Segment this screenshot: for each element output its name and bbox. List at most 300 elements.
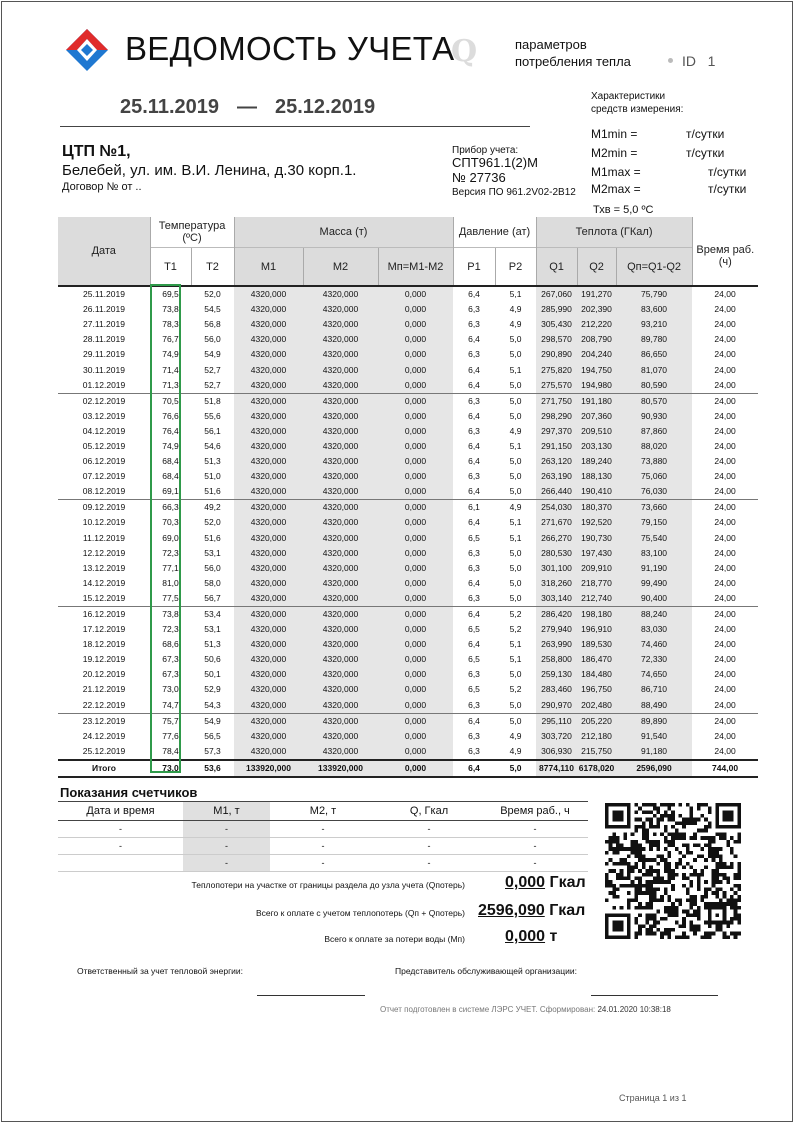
- cell-mp: 0,000: [378, 317, 453, 332]
- cell-mp: 0,000: [378, 729, 453, 744]
- cell-date: 29.11.2019: [83, 349, 125, 360]
- cell-q2: 180,370: [577, 500, 616, 516]
- m1max-unit: т/сутки: [708, 165, 747, 179]
- cell-p1: 6,3: [468, 669, 480, 680]
- cell-worktime: 24,00: [714, 486, 736, 497]
- cell-qp: 88,020: [616, 439, 692, 454]
- cell-t2: 54,3: [204, 699, 221, 710]
- cell-t2: 54,6: [204, 440, 221, 451]
- cell-date: 28.11.2019: [83, 334, 125, 345]
- total-p1: 6,4: [453, 760, 495, 777]
- cell-q1: 266,270: [536, 531, 577, 546]
- cell-mp: 0,000: [378, 469, 453, 484]
- cell-t2: 52,0: [204, 289, 221, 300]
- cell-t1: 76,7: [162, 334, 179, 345]
- cell-mp: 0,000: [378, 682, 453, 697]
- cell-mp: 0,000: [378, 484, 453, 500]
- cell-mp: 0,000: [378, 606, 453, 622]
- header-m2: M2: [303, 248, 378, 287]
- cell-t1: 74,7: [162, 699, 179, 710]
- cell-m2: 4320,000: [303, 531, 378, 546]
- cell-mp: 0,000: [378, 591, 453, 607]
- cell-q2: 209,910: [577, 561, 616, 576]
- subtitle-line2: потребления тепла: [515, 54, 631, 69]
- cell-worktime: 24,00: [692, 606, 758, 622]
- cell-q1: 267,060: [536, 286, 577, 302]
- cell-q2: 208,790: [577, 332, 616, 347]
- cell-q2: 196,910: [577, 622, 616, 637]
- cell-worktime: 24,00: [714, 577, 736, 588]
- cell-p2: 4,9: [509, 425, 522, 436]
- cell-date: 04.12.2019: [82, 425, 126, 436]
- cell-p2: 5,0: [509, 379, 522, 390]
- cell-t2: 49,2: [191, 500, 234, 516]
- site-address: Белебей, ул. им. В.И. Ленина, д.30 корп.1.: [62, 162, 357, 179]
- cell-q2: 184,480: [577, 667, 616, 682]
- cell-q2: 202,390: [577, 302, 616, 317]
- cell-t2: 55,6: [204, 410, 221, 421]
- cell-p2: 5,1: [509, 289, 522, 300]
- report-id: ID 1: [682, 53, 716, 69]
- cell-mp: 0,000: [378, 637, 453, 652]
- table-row: [58, 439, 758, 454]
- site-name: ЦТП №1,: [62, 143, 131, 160]
- cell-worktime: 24,00: [692, 500, 758, 516]
- cell-p2: 5,0: [509, 410, 522, 421]
- cell-m1: 4320,000: [234, 515, 303, 530]
- cell-mp: 0,000: [378, 531, 453, 546]
- cell-date: 07.12.2019: [82, 471, 126, 482]
- cell-q1: 271,750: [536, 393, 577, 409]
- cell-worktime: 24,00: [714, 456, 736, 467]
- counters-cell: -: [270, 821, 376, 838]
- cell-t2: 52,7: [204, 379, 221, 390]
- cell-date: 20.12.2019: [82, 669, 126, 680]
- counters-header-row: [58, 802, 588, 821]
- cell-t1: 69,0: [162, 532, 179, 543]
- cell-t1: 71,4: [162, 364, 179, 375]
- cell-qp: 72,330: [616, 652, 692, 667]
- cell-qp: 81,070: [616, 362, 692, 377]
- cell-m1: 4320,000: [234, 439, 303, 454]
- cell-t1: 67,3: [162, 654, 179, 665]
- cell-qp: 83,600: [616, 302, 692, 317]
- cell-q1: 280,530: [536, 546, 577, 561]
- cell-p1: 6,3: [453, 393, 495, 409]
- cell-mp: 0,000: [378, 561, 453, 576]
- cell-date: 09.12.2019: [58, 500, 150, 516]
- header-qp: Qп=Q1-Q2: [616, 248, 692, 287]
- cell-t1: 73,8: [162, 304, 179, 315]
- cell-m2: 4320,000: [303, 744, 378, 760]
- cell-q2: 209,510: [577, 424, 616, 439]
- cell-t2: 52,9: [204, 684, 221, 695]
- cell-q2: 196,750: [577, 682, 616, 697]
- cell-t1: 69,1: [162, 486, 179, 497]
- cell-mp: 0,000: [378, 546, 453, 561]
- device-number: № 27736: [452, 170, 506, 185]
- counters-cell: -: [482, 821, 588, 838]
- table-row: [58, 484, 758, 500]
- cell-worktime: 24,00: [714, 379, 736, 390]
- m2min-unit: т/сутки: [686, 146, 725, 160]
- cell-q1: 263,990: [536, 637, 577, 652]
- cell-date: 02.12.2019: [58, 393, 150, 409]
- diamond-logo-icon: [64, 27, 110, 73]
- cell-q1: 263,120: [536, 454, 577, 469]
- qr-code-icon: [605, 803, 741, 939]
- representative-label: Представитель обслуживающей организации:: [395, 966, 578, 976]
- cell-m1: 4320,000: [234, 332, 303, 347]
- cell-q2: 218,770: [577, 576, 616, 591]
- cell-q1: 275,820: [536, 362, 577, 377]
- header-temperature: Температура (ºС): [150, 217, 234, 248]
- cell-m2: 4320,000: [303, 729, 378, 744]
- cell-q2: 207,360: [577, 409, 616, 424]
- cell-t1: 75,7: [150, 713, 191, 729]
- cell-q2: 190,730: [577, 531, 616, 546]
- cell-p1: 6,4: [468, 517, 480, 528]
- cell-t2: 54,9: [191, 713, 234, 729]
- table-row: [58, 531, 758, 546]
- header-p1: P1: [453, 248, 495, 287]
- cell-m2: 4320,000: [303, 546, 378, 561]
- cell-p1: 6,3: [468, 319, 480, 330]
- cell-q1: 298,290: [536, 409, 577, 424]
- m2max-unit: т/сутки: [708, 182, 747, 196]
- cell-m2: 4320,000: [303, 591, 378, 607]
- cell-date: 11.12.2019: [83, 532, 125, 543]
- cell-qp: 80,570: [616, 393, 692, 409]
- cell-qp: 76,030: [616, 484, 692, 500]
- cell-m2: 4320,000: [303, 439, 378, 454]
- cell-t1: 70,5: [150, 393, 191, 409]
- cell-q2: 204,240: [577, 347, 616, 362]
- cell-m2: 4320,000: [303, 606, 378, 622]
- cell-t2: 54,5: [204, 304, 221, 315]
- table-row: [58, 546, 758, 561]
- cell-t1: 68,4: [162, 471, 179, 482]
- cell-q1: 259,130: [536, 667, 577, 682]
- cell-mp: 0,000: [378, 439, 453, 454]
- report-title: ВЕДОМОСТЬ УЧЕТА: [125, 30, 455, 67]
- cell-t2: 56,0: [204, 562, 221, 573]
- cell-p2: 5,1: [509, 364, 522, 375]
- cell-m1: 4320,000: [234, 713, 303, 729]
- table-row: [58, 317, 758, 332]
- cell-t2: 53,4: [191, 606, 234, 622]
- subtitle-line1: параметров: [515, 37, 587, 52]
- cell-p2: 5,0: [509, 486, 522, 497]
- cell-mp: 0,000: [378, 454, 453, 469]
- cell-q1: 285,990: [536, 302, 577, 317]
- cell-m1: 4320,000: [234, 729, 303, 744]
- table-row: [58, 409, 758, 424]
- table-row: [58, 286, 758, 302]
- device-version: Версия ПО 961.2V02-2В12: [452, 187, 576, 198]
- cell-p1: 6,3: [468, 471, 480, 482]
- cell-date: 22.12.2019: [82, 699, 126, 710]
- pay-heat-value: 2596,090 Гкал: [478, 902, 586, 919]
- cell-qp: 90,930: [616, 409, 692, 424]
- table-row: [58, 362, 758, 377]
- total-m2: 133920,000: [303, 760, 378, 777]
- cell-q2: 203,130: [577, 439, 616, 454]
- cell-qp: 75,540: [616, 531, 692, 546]
- cell-q2: 186,470: [577, 652, 616, 667]
- cell-m1: 4320,000: [234, 744, 303, 760]
- cell-m2: 4320,000: [303, 561, 378, 576]
- cell-t2: 51,3: [204, 639, 221, 650]
- cell-q1: 298,570: [536, 332, 577, 347]
- cell-mp: 0,000: [378, 698, 453, 714]
- cell-worktime: 24,00: [714, 684, 736, 695]
- cell-qp: 75,060: [616, 469, 692, 484]
- cell-p1: 6,4: [468, 456, 480, 467]
- cell-m1: 4320,000: [234, 561, 303, 576]
- cell-qp: 86,710: [616, 682, 692, 697]
- table-row: [58, 591, 758, 607]
- cell-date: 25.11.2019: [83, 289, 125, 300]
- cell-t1: 74,9: [162, 440, 179, 451]
- cell-qp: 83,030: [616, 622, 692, 637]
- cell-p2: 5,0: [509, 334, 522, 345]
- total-q2: 6178,020: [577, 760, 616, 777]
- cell-m1: 4320,000: [234, 378, 303, 394]
- cell-p2: 5,0: [509, 456, 522, 467]
- counters-table: [58, 801, 588, 872]
- cell-date: 10.12.2019: [82, 517, 126, 528]
- table-row: [58, 744, 758, 760]
- counters-header: M1, т: [183, 802, 270, 821]
- cell-t2: 51,6: [204, 486, 221, 497]
- table-row: [58, 682, 758, 697]
- cell-p2: 5,1: [509, 440, 522, 451]
- table-row: [58, 576, 758, 591]
- counters-cell: -: [270, 855, 376, 872]
- cell-p2: 5,1: [509, 532, 522, 543]
- counters-cell: -: [58, 838, 183, 855]
- cell-worktime: 24,00: [714, 349, 736, 360]
- cell-p2: 5,0: [495, 393, 536, 409]
- cell-q2: 215,750: [577, 744, 616, 760]
- cell-mp: 0,000: [378, 713, 453, 729]
- cell-q2: 197,430: [577, 546, 616, 561]
- cell-t1: 68,4: [162, 456, 179, 467]
- table-body: [58, 286, 758, 760]
- cell-p1: 6,3: [468, 592, 480, 603]
- cell-m2: 4320,000: [303, 576, 378, 591]
- cell-date: 30.11.2019: [83, 364, 125, 375]
- cell-m1: 4320,000: [234, 469, 303, 484]
- cell-q2: 212,180: [577, 729, 616, 744]
- cell-p1: 6,1: [453, 500, 495, 516]
- cell-t1: 68,6: [162, 639, 179, 650]
- cell-date: 08.12.2019: [82, 486, 126, 497]
- cell-t2: 51,0: [204, 471, 221, 482]
- header-pressure: Давление (ат): [453, 217, 536, 248]
- q-mark: Q: [451, 34, 478, 69]
- report-subtitle: [515, 36, 631, 70]
- counters-row: [58, 838, 588, 855]
- total-t1: 73,0: [150, 760, 191, 777]
- counters-cell: -: [482, 855, 588, 872]
- total-mp: 0,000: [378, 760, 453, 777]
- cell-p2: 5,0: [495, 713, 536, 729]
- table-row: [58, 347, 758, 362]
- cell-m1: 4320,000: [234, 484, 303, 500]
- cell-q2: 205,220: [577, 713, 616, 729]
- cell-t1: 74,9: [162, 349, 179, 360]
- total-m1: 133920,000: [234, 760, 303, 777]
- cell-t2: 56,5: [204, 730, 221, 741]
- cell-mp: 0,000: [378, 378, 453, 394]
- cell-qp: 86,650: [616, 347, 692, 362]
- cell-qp: 88,240: [616, 606, 692, 622]
- cell-worktime: 24,00: [714, 364, 736, 375]
- cell-m1: 4320,000: [234, 500, 303, 516]
- table-row: [58, 713, 758, 729]
- m1max-label: M1max =: [591, 165, 641, 179]
- cell-t2: 51,3: [204, 456, 221, 467]
- cell-mp: 0,000: [378, 347, 453, 362]
- header-mp: Мп=M1-M2: [378, 248, 453, 287]
- signature-line-representative: [591, 995, 718, 996]
- cell-t2: 50,1: [204, 669, 221, 680]
- counters-cell: -: [270, 838, 376, 855]
- cell-m2: 4320,000: [303, 332, 378, 347]
- total-qp: 2596,090: [616, 760, 692, 777]
- cell-qp: 90,400: [616, 591, 692, 607]
- cell-m2: 4320,000: [303, 302, 378, 317]
- pay-water-label: Всего к оплате за потери воды (Мп): [324, 934, 465, 944]
- cell-worktime: 24,00: [714, 624, 736, 635]
- cell-mp: 0,000: [378, 622, 453, 637]
- cell-t1: 73,8: [150, 606, 191, 622]
- cell-m1: 4320,000: [234, 667, 303, 682]
- pay-water-value: 0,000 т: [505, 928, 558, 945]
- cell-worktime: 24,00: [714, 654, 736, 665]
- cell-q1: 258,800: [536, 652, 577, 667]
- counters-header: Время раб., ч: [482, 802, 588, 821]
- cell-worktime: 24,00: [714, 532, 736, 543]
- cell-p2: 4,9: [495, 500, 536, 516]
- header-p2: P2: [495, 248, 536, 287]
- header-m1: M1: [234, 248, 303, 287]
- cell-t1: 77,6: [162, 730, 179, 741]
- cell-q2: 191,270: [577, 286, 616, 302]
- cell-worktime: 24,00: [714, 440, 736, 451]
- cell-p1: 6,4: [468, 364, 480, 375]
- cell-t1: 72,3: [162, 547, 179, 558]
- cell-m2: 4320,000: [303, 637, 378, 652]
- cell-mp: 0,000: [378, 286, 453, 302]
- cell-m2: 4320,000: [303, 393, 378, 409]
- cell-date: 06.12.2019: [82, 456, 126, 467]
- cell-t1: 76,6: [162, 410, 179, 421]
- cell-mp: 0,000: [378, 667, 453, 682]
- table-row: [58, 378, 758, 394]
- cell-m1: 4320,000: [234, 606, 303, 622]
- cell-p2: 4,9: [509, 304, 522, 315]
- cell-p1: 6,4: [468, 486, 480, 497]
- cell-qp: 83,100: [616, 546, 692, 561]
- cell-t1: 78,3: [162, 319, 179, 330]
- cell-t1: 70,3: [162, 517, 179, 528]
- cell-p2: 5,1: [509, 654, 522, 665]
- counters-header: M2, т: [270, 802, 376, 821]
- cell-p1: 6,3: [468, 349, 480, 360]
- cell-t2: 51,8: [191, 393, 234, 409]
- cell-worktime: 24,00: [714, 592, 736, 603]
- table-row: [58, 729, 758, 744]
- cell-worktime: 24,00: [714, 289, 736, 300]
- cell-p1: 6,5: [468, 654, 480, 665]
- header-heat: Теплота (ГКал): [536, 217, 692, 248]
- responsible-label: Ответственный за учет тепловой энергии:: [77, 966, 244, 976]
- table-row: [58, 424, 758, 439]
- counters-header: Дата и время: [58, 802, 183, 821]
- cell-p2: 5,1: [509, 517, 522, 528]
- cell-m1: 4320,000: [234, 286, 303, 302]
- cell-p2: 4,9: [509, 319, 522, 330]
- cell-m1: 4320,000: [234, 347, 303, 362]
- cell-mp: 0,000: [378, 409, 453, 424]
- cell-m2: 4320,000: [303, 286, 378, 302]
- table-row: [58, 561, 758, 576]
- cell-p1: 6,3: [468, 699, 480, 710]
- counters-row: [58, 821, 588, 838]
- date-from: 25.11.2019: [120, 96, 219, 118]
- total-p2: 5,0: [495, 760, 536, 777]
- cell-t2: 53,1: [204, 624, 221, 635]
- cell-worktime: 24,00: [692, 393, 758, 409]
- cell-worktime: 24,00: [714, 699, 736, 710]
- cell-p1: 6,5: [468, 684, 480, 695]
- cell-q1: 263,190: [536, 469, 577, 484]
- cell-worktime: 24,00: [714, 547, 736, 558]
- cell-m2: 4320,000: [303, 515, 378, 530]
- cell-mp: 0,000: [378, 515, 453, 530]
- cell-t1: 77,1: [162, 562, 179, 573]
- cell-mp: 0,000: [378, 302, 453, 317]
- cell-m2: 4320,000: [303, 652, 378, 667]
- device-label: Прибор учета:: [452, 145, 519, 156]
- cell-q2: 190,410: [577, 484, 616, 500]
- cell-t2: 56,0: [204, 334, 221, 345]
- pay-heat-label: Всего к оплате с учетом теплопотерь (Qп + Qпотерь): [255, 908, 465, 918]
- cell-date: 12.12.2019: [82, 547, 126, 558]
- cell-m2: 4320,000: [303, 362, 378, 377]
- m1min-label: M1min =: [591, 127, 638, 141]
- cell-p1: 6,4: [468, 410, 480, 421]
- cell-q1: 283,460: [536, 682, 577, 697]
- total-t2: 53,6: [191, 760, 234, 777]
- cell-p2: 5,0: [509, 699, 522, 710]
- cell-m2: 4320,000: [303, 622, 378, 637]
- counters-cell: -: [183, 855, 270, 872]
- table-row: [58, 515, 758, 530]
- table-row: [58, 500, 758, 516]
- table-row: [58, 637, 758, 652]
- cell-q1: 271,670: [536, 515, 577, 530]
- cold-water-temp: Тхв = 5,0 ºС: [593, 204, 654, 216]
- cell-worktime: 24,00: [714, 410, 736, 421]
- cell-mp: 0,000: [378, 424, 453, 439]
- cell-qp: 80,590: [616, 378, 692, 394]
- cell-date: 17.12.2019: [82, 624, 126, 635]
- cell-date: 16.12.2019: [58, 606, 150, 622]
